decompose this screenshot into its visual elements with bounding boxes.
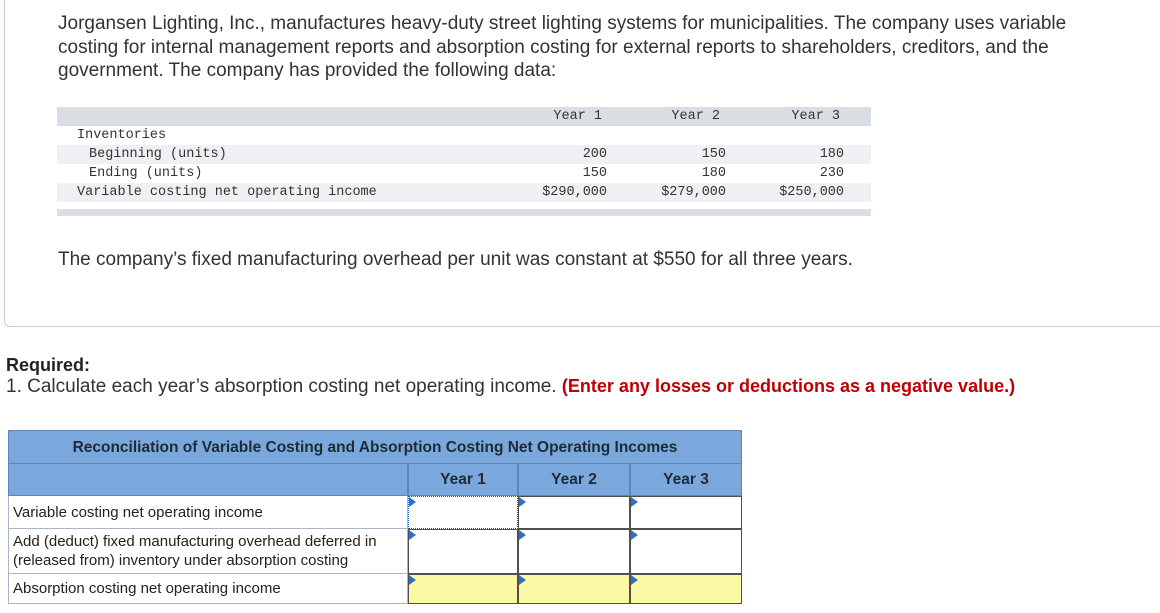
question-text [6,376,1015,398]
value-ending-year-3: 230 [819,166,844,181]
reconciliation-column-year-1: Year 1 [408,464,518,496]
reconciliation-column-year-2: Year 2 [518,464,630,496]
row-label-variable-noi: Variable costing net operating income [77,185,377,200]
inventory-data-table [57,107,871,202]
input-variable-noi-year-3[interactable] [630,496,742,529]
input-variable-noi-year-1[interactable] [408,496,518,529]
reconciliation-title: Reconciliation of Variable Costing and Absorption Costing Net Operating Incomes [8,430,742,464]
column-header-year-1: Year 1 [553,109,602,124]
value-beginning-year-1: 200 [582,147,607,162]
data-table-bottom-rule [57,209,871,216]
section-label-inventories: Inventories [77,128,167,143]
value-variable-noi-year-3: $250,000 [779,185,844,200]
required-heading: Required: [6,355,91,375]
question-main: 1. Calculate each year’s absorption costing net operating income. [6,376,557,397]
reconciliation-column-year-3: Year 3 [630,464,742,496]
row-label-ending: Ending (units) [89,166,203,181]
input-adjustment-year-2[interactable] [518,529,630,574]
reconciliation-header-blank [8,464,408,496]
input-variable-noi-year-2[interactable] [518,496,630,529]
question-note: (Enter any losses or deductions as a negative value.) [561,376,1016,396]
value-ending-year-1: 150 [582,166,607,181]
input-absorption-noi-year-2[interactable] [518,574,630,604]
column-header-year-3: Year 3 [791,109,840,124]
value-variable-noi-year-1: $290,000 [542,185,607,200]
overhead-statement: The company’s fixed manufacturing overhead per unit was constant at $550 for all three years. [58,249,853,270]
data-table-section-row [57,126,871,145]
recon-row-label-adjustment: Add (deduct) fixed manufacturing overhead deferred in (released from) inventory under absorption costing [8,529,408,574]
recon-row-label-variable-noi: Variable costing net operating income [8,496,408,529]
value-beginning-year-2: 150 [701,147,726,162]
input-adjustment-year-1[interactable] [408,529,518,574]
data-table-header [57,107,871,126]
value-variable-noi-year-2: $279,000 [661,185,726,200]
value-ending-year-2: 180 [701,166,726,181]
data-table-row [57,164,871,183]
row-label-beginning: Beginning (units) [89,147,227,162]
input-adjustment-year-3[interactable] [630,529,742,574]
reconciliation-table [8,430,742,604]
input-absorption-noi-year-1[interactable] [408,574,518,604]
value-beginning-year-3: 180 [819,147,844,162]
column-header-year-2: Year 2 [671,109,720,124]
input-absorption-noi-year-3[interactable] [630,574,742,604]
recon-row-label-absorption-noi: Absorption costing net operating income [8,574,408,604]
data-table-row [57,145,871,164]
data-table-row [57,183,871,202]
problem-intro: Jorgansen Lighting, Inc., manufactures heavy-duty street lighting systems for municipalities. The company uses variable costing for internal management reports and absorption costing for external reports to shareholders, creditors, and the government. The company has provided the following data: [58,13,1067,81]
